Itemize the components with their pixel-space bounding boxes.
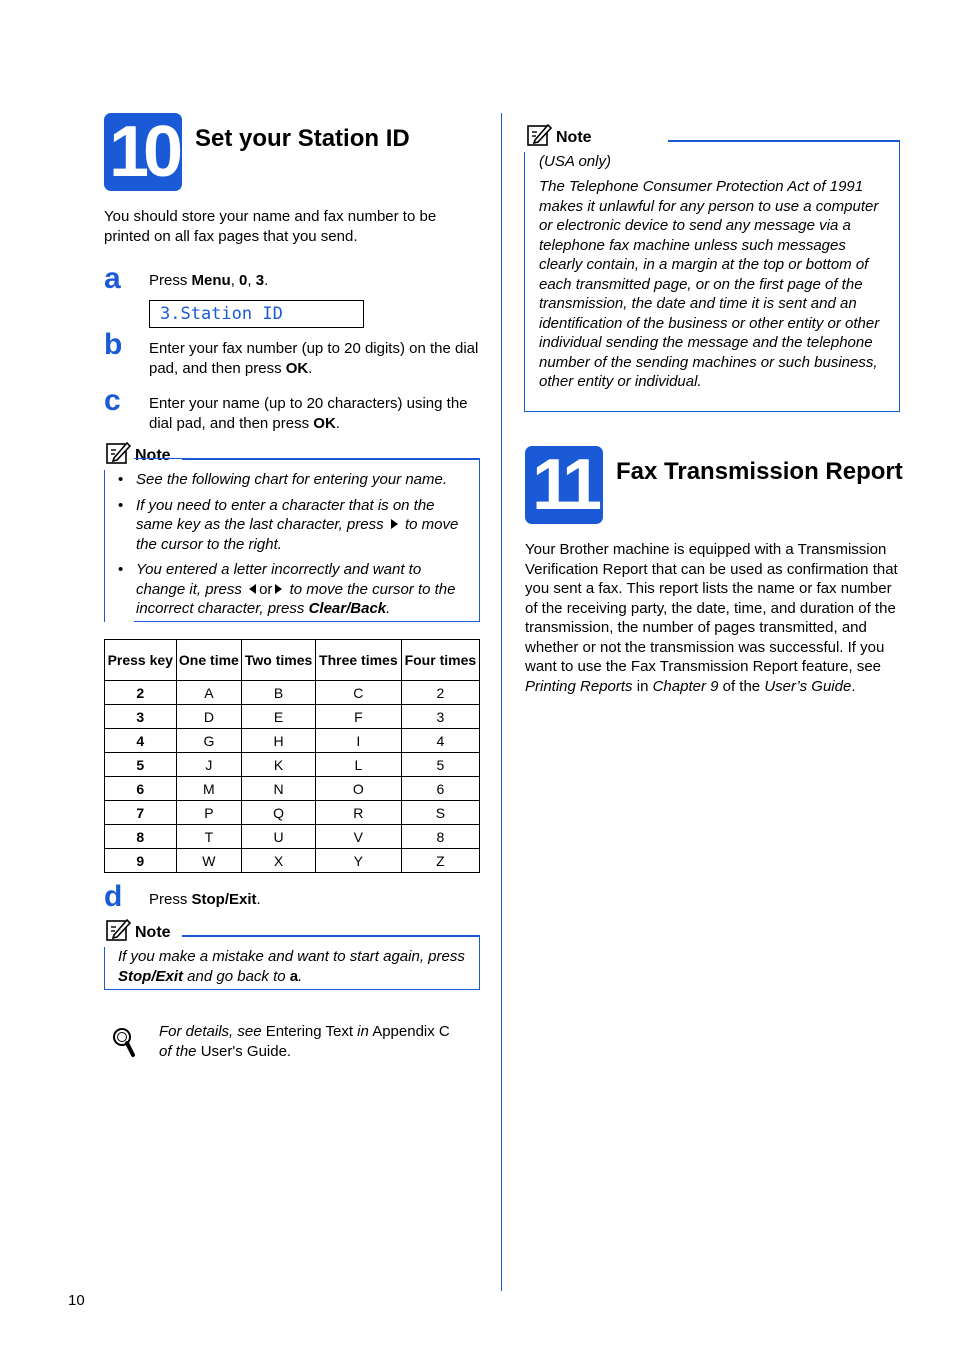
key-3: 3 bbox=[255, 272, 265, 289]
menu-key: Menu bbox=[191, 272, 231, 289]
letter-cell: K bbox=[242, 753, 316, 777]
note-2-text-mid: and go back to bbox=[183, 967, 290, 985]
substep-a-ref: a bbox=[289, 967, 299, 985]
ref-italic-1: For details, see bbox=[159, 1023, 262, 1040]
col-three-times: Three times bbox=[315, 640, 401, 681]
chapter-ref: Chapter 9 bbox=[652, 677, 719, 695]
note-2-bottom-rule bbox=[104, 989, 480, 990]
substep-b-body: Enter your fax number (up to 20 digits) on the dial pad, and then press bbox=[149, 340, 479, 377]
stop-exit-key: Stop/Exit bbox=[118, 967, 184, 985]
note-pencil-icon bbox=[106, 918, 132, 942]
letter-cell: T bbox=[176, 825, 242, 849]
note-2-right-rule bbox=[479, 935, 480, 990]
note-2-top-rule bbox=[182, 935, 480, 937]
character-entry-table bbox=[104, 639, 480, 873]
ref-users-guide: User's Guide. bbox=[196, 1042, 292, 1060]
letter-cell: N bbox=[242, 777, 316, 801]
letter-cell: F bbox=[315, 705, 401, 729]
period: . bbox=[256, 891, 261, 908]
letter-cell: M bbox=[176, 777, 242, 801]
letter-cell: E bbox=[242, 705, 316, 729]
ok-key: OK bbox=[285, 359, 309, 377]
note-2-text: If you make a mistake and want to start again, press bbox=[118, 948, 465, 965]
col-one-time: One time bbox=[176, 640, 242, 681]
or-text: or bbox=[259, 580, 273, 598]
letter-cell: 6 bbox=[401, 777, 479, 801]
letter-cell: 8 bbox=[401, 825, 479, 849]
period: . bbox=[335, 414, 340, 432]
ref-italic-2: in bbox=[357, 1023, 369, 1040]
magnifier-icon bbox=[111, 1026, 137, 1058]
right-arrow-icon bbox=[275, 584, 282, 594]
substep-a-press: Press bbox=[149, 272, 192, 289]
letter-cell: L bbox=[315, 753, 401, 777]
substep-b-letter: b bbox=[104, 328, 123, 361]
note-1-item-1-text: See the following chart for entering your name. bbox=[136, 471, 448, 488]
key-cell: 2 bbox=[105, 681, 177, 705]
note-1-item-2-text: If you need to enter a character that is on the same key as the last character, press bbox=[136, 496, 435, 533]
lcd-display: 3.Station ID bbox=[149, 300, 364, 328]
note-2-left-rule bbox=[104, 947, 105, 990]
substep-d-text bbox=[149, 890, 479, 910]
table-row bbox=[105, 729, 480, 753]
printing-reports-ref: Printing Reports bbox=[525, 677, 633, 695]
letter-cell: P bbox=[176, 801, 242, 825]
letter-cell: U bbox=[242, 825, 316, 849]
table-row bbox=[105, 777, 480, 801]
usa-note-body: The Telephone Consumer Protection Act of 1991 makes it unlawful for any person to use a computer or electronic device to send any message via a telephone fax machine unless such messages clearly contain, in a margin at the top or bottom of each transmitted page, or on the first page of the transmission, the date and time it is sent and an identification of the business or other entity or other individual sending the message and the telephone number of the sending machines or such business, other entity or individual. bbox=[539, 178, 880, 390]
letter-cell: 4 bbox=[401, 729, 479, 753]
note-pencil-icon bbox=[527, 123, 553, 147]
letter-cell: Q bbox=[242, 801, 316, 825]
letter-cell: H bbox=[242, 729, 316, 753]
note-1-item-3-text: You entered a letter incorrectly and want to change it, press bbox=[136, 561, 422, 598]
step-10-badge: 10 bbox=[104, 113, 182, 191]
period: . bbox=[386, 600, 391, 617]
step-10-title: Set your Station ID bbox=[195, 125, 410, 152]
substep-d-press: Press bbox=[149, 891, 192, 908]
substep-c-letter: c bbox=[104, 384, 121, 417]
letter-cell: G bbox=[176, 729, 242, 753]
period: . bbox=[298, 967, 303, 985]
letter-cell: 2 bbox=[401, 681, 479, 705]
key-cell: 7 bbox=[105, 801, 177, 825]
letter-cell: S bbox=[401, 801, 479, 825]
step-10-intro: You should store your name and fax number to be printed on all fax pages that you send. bbox=[104, 208, 437, 245]
table-row bbox=[105, 825, 480, 849]
letter-cell: D bbox=[176, 705, 242, 729]
period: . bbox=[308, 359, 313, 377]
key-cell: 3 bbox=[105, 705, 177, 729]
letter-cell: C bbox=[315, 681, 401, 705]
note-2-header bbox=[106, 918, 171, 942]
substep-d-letter: d bbox=[104, 880, 123, 913]
step-11-text-of: of the bbox=[718, 677, 765, 695]
col-two-times: Two times bbox=[242, 640, 316, 681]
clear-back-key: Clear/Back bbox=[308, 600, 387, 617]
note-1-item-2-text-end: to move the cursor to the right. bbox=[136, 516, 459, 553]
letter-cell: Z bbox=[401, 849, 479, 873]
ok-key: OK bbox=[313, 414, 336, 432]
col-press-key: Press key bbox=[105, 640, 177, 681]
usa-note-scope: (USA only) bbox=[539, 153, 611, 170]
usa-note-top-rule bbox=[668, 140, 900, 142]
substep-c-body: Enter your name (up to 20 characters) using the dial pad, and then press bbox=[149, 395, 468, 432]
note-1-item-3-text-mid: to move the cursor to the incorrect character, press bbox=[136, 580, 456, 617]
note-1-item bbox=[118, 470, 470, 490]
ref-italic-3: of the bbox=[159, 1042, 197, 1060]
note-1-body bbox=[118, 470, 470, 625]
letter-cell: R bbox=[315, 801, 401, 825]
key-cell: 5 bbox=[105, 753, 177, 777]
step-11-title: Fax Transmission Report bbox=[616, 458, 903, 485]
step-11-badge: 11 bbox=[525, 446, 603, 524]
letter-cell: W bbox=[176, 849, 242, 873]
left-arrow-icon bbox=[249, 584, 256, 594]
usa-note-right-rule bbox=[899, 140, 900, 412]
page-number: 10 bbox=[68, 1292, 85, 1309]
table-row bbox=[105, 753, 480, 777]
table-header-row bbox=[105, 640, 480, 681]
table-row bbox=[105, 849, 480, 873]
usa-note-header bbox=[527, 123, 592, 147]
usa-note-bottom-rule bbox=[524, 411, 900, 412]
letter-cell: X bbox=[242, 849, 316, 873]
letter-cell: I bbox=[315, 729, 401, 753]
period: . bbox=[851, 677, 856, 695]
usa-note-left-rule bbox=[524, 152, 525, 412]
stop-exit-key: Stop/Exit bbox=[191, 891, 257, 908]
users-guide-ref: User’s Guide bbox=[764, 677, 852, 695]
note-1-label: Note bbox=[135, 447, 171, 464]
separator: , bbox=[230, 272, 240, 289]
key-0: 0 bbox=[239, 272, 248, 289]
note-pencil-icon bbox=[106, 441, 132, 465]
note-1-left-rule bbox=[104, 470, 105, 622]
key-cell: 9 bbox=[105, 849, 177, 873]
step-11-text: Your Brother machine is equipped with a Transmission Verification Report that can be used as confirmation that you sent a fax. This report lists the name or fax number of the receiving party, the date, time, and duration of the transmission, the number of pages transmitted, and whether or not the transmission was successful. If you want to use the Fax Transmission Report feature, see bbox=[525, 541, 898, 675]
letter-cell: V bbox=[315, 825, 401, 849]
usa-note-label: Note bbox=[556, 129, 592, 146]
letter-cell: Y bbox=[315, 849, 401, 873]
letter-cell: 3 bbox=[401, 705, 479, 729]
ref-entering-text: Entering Text bbox=[261, 1023, 358, 1040]
letter-cell: O bbox=[315, 777, 401, 801]
note-1-item bbox=[118, 496, 470, 555]
substep-a-letter: a bbox=[104, 262, 121, 295]
table-row bbox=[105, 681, 480, 705]
key-cell: 8 bbox=[105, 825, 177, 849]
step-11-text-in: in bbox=[632, 677, 653, 695]
substep-b-text bbox=[149, 339, 479, 378]
substep-c-text bbox=[149, 394, 479, 433]
ref-appendix: Appendix C bbox=[368, 1023, 450, 1040]
note-1-top-rule bbox=[182, 458, 480, 460]
key-cell: 4 bbox=[105, 729, 177, 753]
key-cell: 6 bbox=[105, 777, 177, 801]
col-four-times: Four times bbox=[401, 640, 479, 681]
reference-text bbox=[159, 1022, 479, 1061]
letter-cell: B bbox=[242, 681, 316, 705]
letter-cell: 5 bbox=[401, 753, 479, 777]
note-1-item bbox=[118, 560, 470, 619]
step-11-body bbox=[525, 540, 901, 696]
letter-cell: A bbox=[176, 681, 242, 705]
letter-cell: J bbox=[176, 753, 242, 777]
table-row bbox=[105, 801, 480, 825]
note-2-label: Note bbox=[135, 924, 171, 941]
column-divider bbox=[501, 113, 502, 1291]
right-arrow-icon bbox=[391, 519, 398, 529]
separator: , bbox=[247, 272, 256, 289]
table-row bbox=[105, 705, 480, 729]
substep-a-text bbox=[149, 271, 479, 291]
note-2-body bbox=[118, 947, 470, 986]
period: . bbox=[264, 272, 269, 289]
